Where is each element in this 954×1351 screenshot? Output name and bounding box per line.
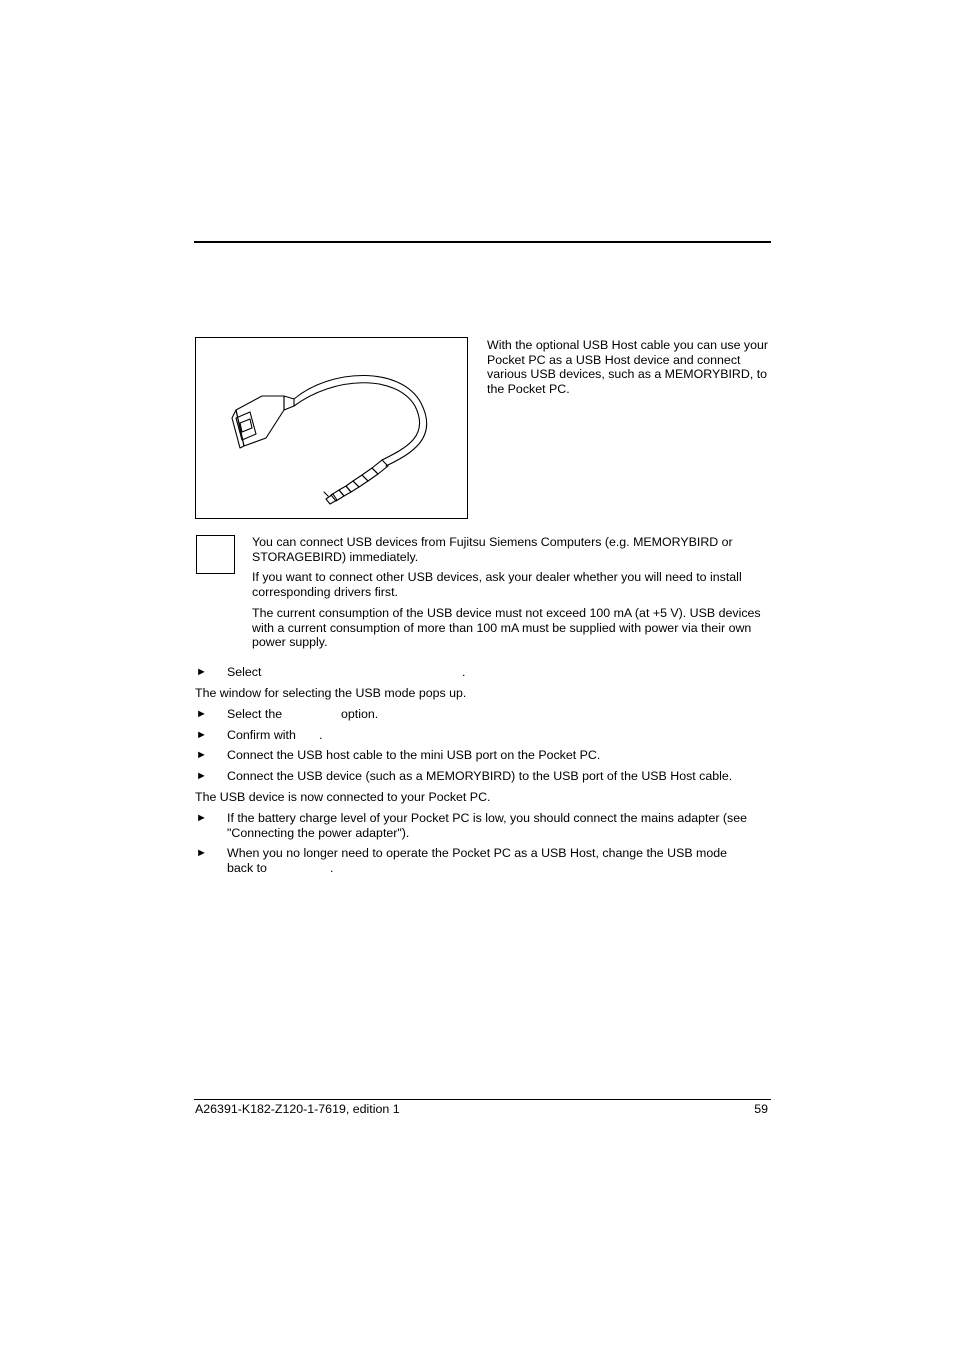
- bullet-arrow-icon: ►: [196, 812, 207, 824]
- step-select-text: Select: [227, 665, 262, 679]
- step-confirm-before: Confirm with: [227, 728, 296, 742]
- step-confirm-period: .: [319, 728, 323, 742]
- step-change-mode-before: back to: [227, 860, 267, 875]
- bullet-arrow-icon: ►: [196, 770, 207, 782]
- bullet-arrow-icon: ►: [196, 749, 207, 761]
- footer-doc-id: A26391-K182-Z120-1-7619, edition 1: [195, 1102, 400, 1116]
- window-popup-text: The window for selecting the USB mode pops up.: [195, 686, 467, 700]
- connected-text: The USB device is now connected to your Pocket PC.: [195, 790, 491, 804]
- step-select-option-after: option.: [341, 707, 379, 721]
- note-paragraph-2: If you want to connect other USB devices, ask your dealer whether you will need to install corresponding drivers first.: [252, 570, 742, 599]
- step-change-mode: [227, 846, 771, 875]
- footer-page-number: 59: [754, 1102, 768, 1116]
- header-rule: [194, 241, 771, 243]
- figure-frame: [195, 337, 468, 519]
- step-select: [227, 665, 771, 680]
- step-select-period: .: [462, 665, 466, 679]
- step-change-mode-line1: When you no longer need to operate the Pocket PC as a USB Host, change the USB mode: [227, 846, 728, 860]
- note-box-icon: [196, 535, 235, 574]
- step-confirm: [227, 728, 771, 743]
- bullet-arrow-icon: ►: [196, 847, 207, 859]
- note-paragraph-3: The current consumption of the USB device must not exceed 100 mA (at +5 V). USB devices with a current consumption of more than 100 mA must be supplied with power via their own power supply.: [252, 606, 761, 650]
- bullet-arrow-icon: ►: [196, 666, 207, 678]
- step-select-option-before: Select the: [227, 707, 283, 721]
- intro-paragraph: With the optional USB Host cable you can use your Pocket PC as a USB Host device and connect various USB devices, such as a MEMORYBIRD, to the Pocket PC.: [487, 338, 769, 396]
- note-paragraph-1: You can connect USB devices from Fujitsu Siemens Computers (e.g. MEMORYBIRD or STORAGEBIRD) immediately.: [252, 535, 733, 564]
- step-change-mode-period: .: [330, 860, 334, 875]
- bullet-arrow-icon: ►: [196, 729, 207, 741]
- step-battery: If the battery charge level of your Pocket PC is low, you should connect the mains adapter (see "Connecting the power adapter").: [227, 811, 748, 840]
- footer-rule: [194, 1099, 771, 1100]
- usb-host-cable-illustration-icon: [196, 338, 469, 520]
- bullet-arrow-icon: ►: [196, 708, 207, 720]
- step-connect-cable: Connect the USB host cable to the mini USB port on the Pocket PC.: [227, 748, 601, 762]
- step-select-option: [227, 707, 771, 722]
- step-change-mode-line2: [227, 861, 771, 876]
- step-connect-device: Connect the USB device (such as a MEMORYBIRD) to the USB port of the USB Host cable.: [227, 769, 733, 783]
